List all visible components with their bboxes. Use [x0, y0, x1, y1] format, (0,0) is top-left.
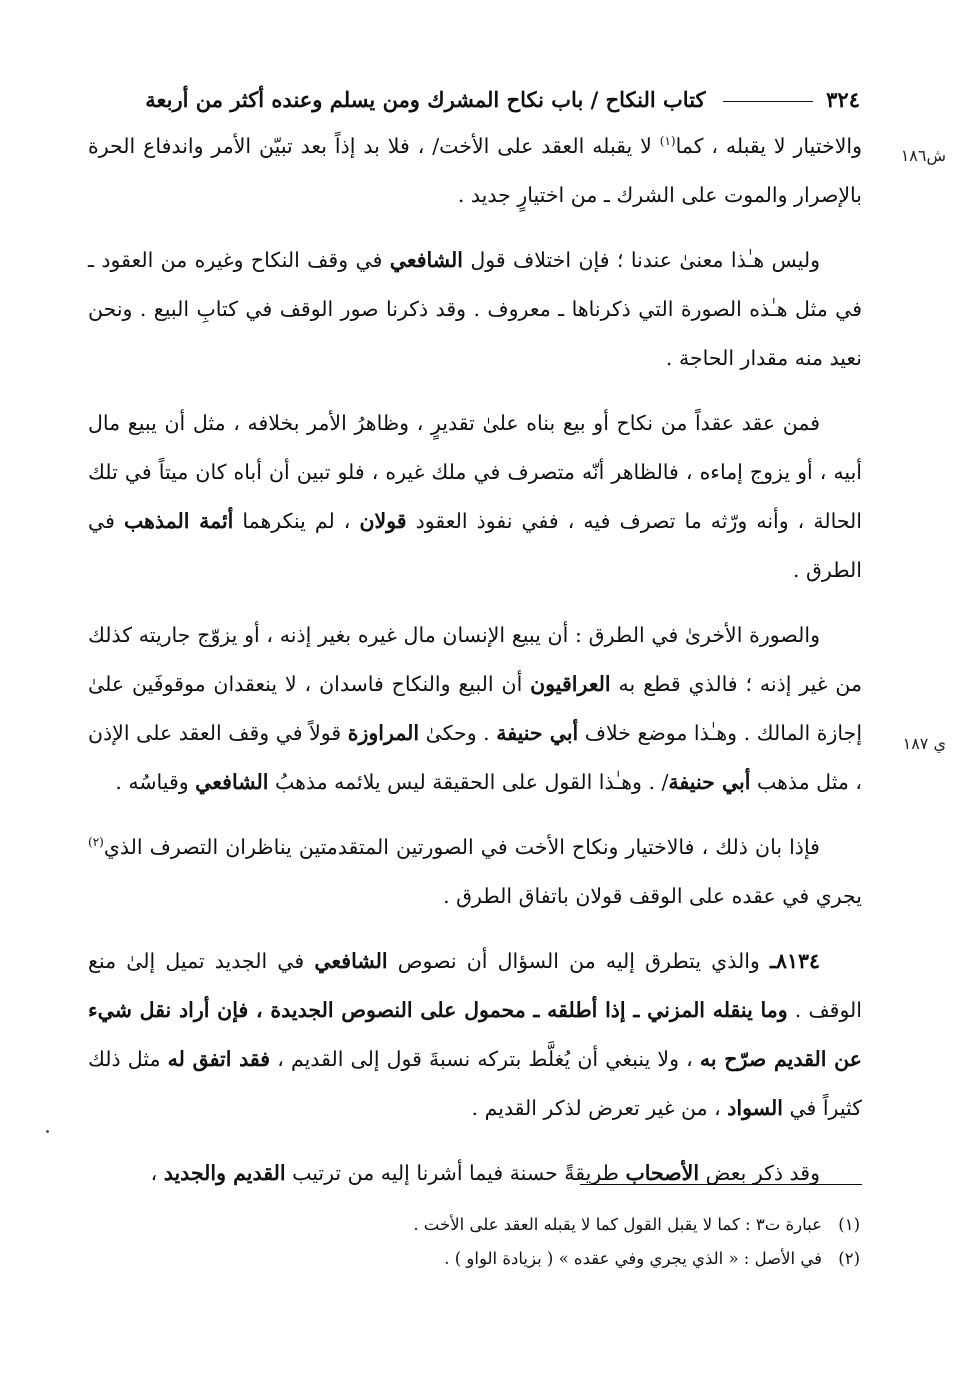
footnote-2: [88, 1242, 860, 1276]
margin-note-1: ش١٨٦: [900, 146, 946, 165]
running-header: [88, 78, 860, 122]
paragraph-2: [88, 236, 862, 383]
header-title: كتاب النكاح / باب نكاح المشرك ومن يسلم وعنده أكثر من أربعة: [145, 87, 706, 112]
paragraph-7: [88, 1149, 862, 1198]
scan-speck: [46, 1130, 49, 1133]
bold-term: قولان: [359, 509, 407, 533]
text-span: والذي يتطرق إليه من السؤال أن نصوص: [387, 949, 770, 973]
text-span: ، ولا ينبغي أن يُغلَّط بتركه نسبةَ قول إلى القديم ،: [270, 1047, 700, 1071]
text-span: / . وهـٰذا القول على الحقيقة ليس يلائمه مذهبُ: [268, 770, 669, 794]
text-span: ،: [150, 1161, 164, 1185]
paragraph-6: [88, 937, 862, 1133]
footnote-1: [88, 1208, 860, 1242]
text-span: ، لم ينكرهما: [233, 509, 360, 533]
text-span: فمن عقد عقداً من نكاح أو بيع بناه علىٰ تقديرٍ ، وظاهرُ الأمر بخلافه ، مثل أن يبيع مال أبيه ، أو يزوج إماءه ، فالظاهر أنّه متصرف في ملك غيره ، فلو تبين أن أباه كان ميتاً في تلك الحالة ، وأنه ورّثه ما تصرف فيه ، ففي نفوذ العقود: [88, 411, 862, 533]
text-span: لا يقبله العقد على الأخت/ ، فلا بد إذاً بعد تبيّن الأمر واندفاع الحرة بالإصرار والموت على الشرك ـ من اختيارٍ جديد .: [88, 134, 862, 207]
bold-term: أئمة المذهب: [123, 509, 234, 533]
bold-name: أبي حنيفة: [668, 770, 751, 794]
bold-term: القديم والجديد: [163, 1161, 286, 1185]
text-span: والاختيار لا يقبله ، كما: [675, 134, 862, 158]
footnote-number: (٢): [838, 1249, 860, 1268]
page-number: ٣٢٤: [826, 87, 860, 112]
footnote-separator: [580, 1184, 862, 1185]
margin-note-2: ي ١٨٧: [902, 734, 946, 753]
main-text: [88, 122, 862, 1214]
bold-name: الشافعي: [195, 770, 269, 794]
text-span: مثل ذلك كثيراً في: [88, 1047, 862, 1120]
section-number: ٨١٣٤ـ: [769, 949, 820, 973]
bold-term: العراقيون: [530, 672, 611, 696]
bold-passage: فقد اتفق له: [167, 1047, 271, 1071]
text-span: وليس هـٰذا معنىٰ عندنا ؛ فإن اختلاف قول: [463, 248, 820, 272]
bold-passage: وما ينقله المزني ـ إذا أطلقه ـ محمول على النصوص الجديدة ، فإن أراد نقل شيء عن القديم صرّح به: [88, 998, 862, 1071]
text-span: والصورة الأخرىٰ في الطرق : أن يبيع الإنسان مال غيره بغير إذنه ، أو يزوّج جاريته كذلك من غير إذنه ؛ فالذي قطع به: [88, 623, 862, 696]
text-span: ، من غير تعرض لذكر القديم .: [471, 1096, 728, 1120]
text-span: طريقةً حسنة فيما أشرنا إليه من ترتيب: [285, 1161, 626, 1185]
footnote-text: في الأصل : « الذي يجري وفي عقده » ( بزيادة الواو ) .: [444, 1249, 822, 1268]
bold-term: المراوزة: [347, 721, 420, 745]
paragraph-5: [88, 823, 862, 921]
bold-name: الشافعي: [314, 949, 388, 973]
text-span: وقد ذكر بعض: [699, 1161, 820, 1185]
bold-name: الشافعي: [389, 248, 464, 272]
bold-name: أبي حنيفة: [496, 721, 579, 745]
footnote-text: عبارة ت٣ : كما لا يقبل القول كما لا يقبله العقد على الأخت .: [413, 1215, 822, 1234]
footnotes: [88, 1208, 860, 1276]
text-span: في الجديد تميل إلىٰ منع الوقف .: [88, 949, 862, 1022]
paragraph-3: [88, 399, 862, 595]
text-span: أن البيع والنكاح فاسدان ، لا ينعقدان موقوفَين علىٰ إجازة المالك . وهـٰذا موضع خلاف: [88, 672, 863, 745]
paragraph-1: [88, 122, 862, 220]
footnote-number: (١): [838, 1215, 860, 1234]
footnote-ref-2: (٢): [88, 835, 104, 850]
text-span: في وقف النكاح وغيره من العقود ـ في مثل هـٰذه الصورة التي ذكرناها ـ معروف . وقد ذكرنا صور الوقف في كتابِ البيع . ونحن نعيد منه مقدار الحاجة .: [88, 248, 862, 370]
bold-term: الأصحاب: [625, 1161, 700, 1185]
bold-term: السواد: [727, 1096, 783, 1120]
text-span: فإذا بان ذلك ، فالاختيار ونكاح الأخت في الصورتين المتقدمتين يناظران التصرف الذي: [103, 835, 820, 859]
header-rule: [723, 101, 813, 102]
text-span: في الطرق .: [88, 509, 862, 582]
text-span: . وحكىٰ: [419, 721, 497, 745]
footnote-ref-1: (١): [659, 134, 676, 149]
text-span: يجري في عقده على الوقف قولان باتفاق الطرق .: [443, 884, 862, 908]
text-span: وقياسُه .: [115, 770, 196, 794]
text-span: قولاً في وقف العقد على الإذن ، مثل مذهب: [88, 721, 862, 794]
paragraph-4: [88, 611, 862, 807]
